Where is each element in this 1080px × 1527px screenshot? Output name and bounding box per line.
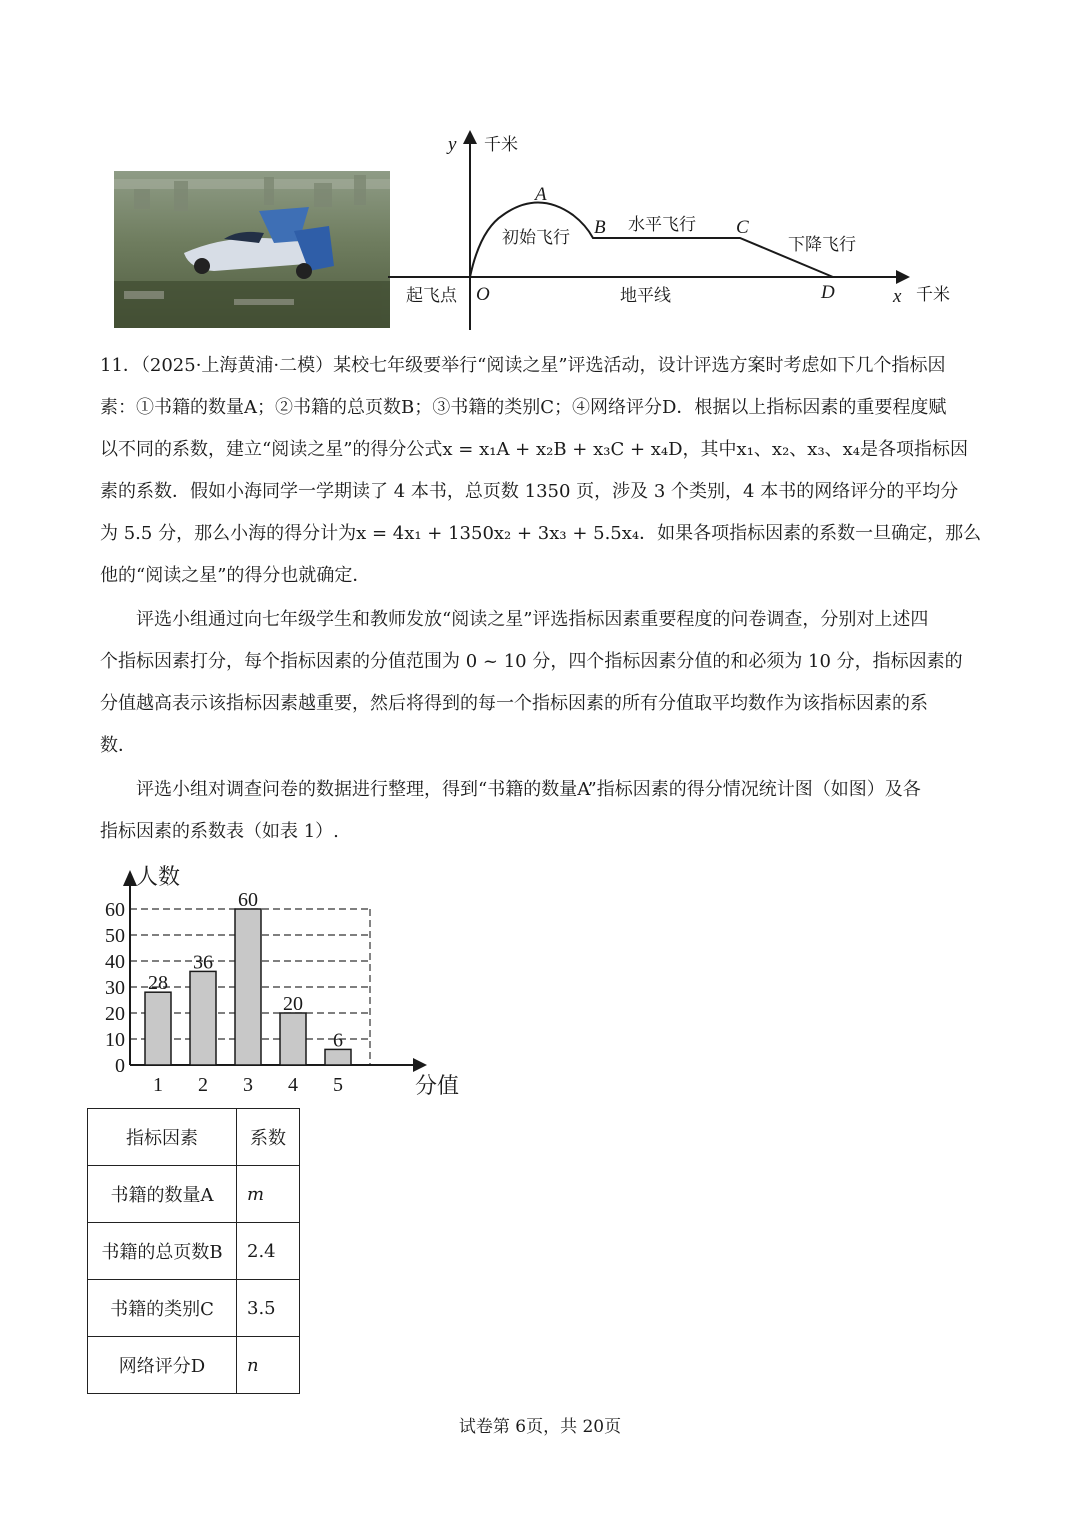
table-cell-coefficient: 3.5 [237, 1280, 300, 1337]
x-tick-label: 4 [288, 1074, 298, 1096]
point-d-label: D [821, 282, 835, 303]
descent-flight-label: 下降飞行 [788, 235, 856, 255]
initial-flight-label: 初始飞行 [502, 228, 570, 248]
y-axis-arrow [463, 130, 477, 144]
para2-line-1: 评选小组通过向七年级学生和教师发放“阅读之星”评选指标因素重要程度的问卷调查，分别对上述四 [136, 609, 929, 630]
table-row [88, 1337, 300, 1394]
bar-value-label: 36 [193, 951, 213, 974]
problem-line-4: 素的系数．假如小海同学一学期读了 4 本书，总页数 1350 页，涉及 3 个类别，4 本书的网络评分的平均分 [100, 481, 959, 502]
y-tick-label: 60 [105, 899, 125, 921]
para3-line-2: 指标因素的系数表（如表 1）. [100, 821, 339, 842]
point-a-label: A [535, 184, 547, 205]
problem-line-3: 以不同的系数，建立“阅读之星”的得分公式x = x₁A + x₂B + x₃C + x₄D，其中x₁、x₂、x₃、x₄是各项指标因 [100, 439, 969, 460]
level-flight-label: 水平飞行 [628, 215, 696, 235]
problem-line-6: 他的“阅读之星”的得分也就确定． [100, 565, 371, 586]
takeoff-point-label: 起飞点 [406, 286, 457, 306]
bar-value-label: 6 [333, 1029, 343, 1052]
para2-line-3: 分值越高表示该指标因素越重要，然后将得到的每一个指标因素的所有分值取平均数作为该指标因素的系 [100, 693, 928, 714]
bar [190, 971, 216, 1065]
table-cell-coefficient: 2.4 [237, 1223, 300, 1280]
y-tick-label: 50 [105, 925, 125, 947]
table-header-row [88, 1109, 300, 1166]
table-row [88, 1166, 300, 1223]
problem-line-1: 11．（2025·上海黄浦·二模）某校七年级要举行“阅读之星”评选活动，设计评选方案时考虑如下几个指标因 [100, 355, 946, 376]
table-cell-factor: 网络评分D [88, 1337, 237, 1394]
bar-value-label: 28 [148, 972, 168, 995]
x-axis-label: 分值 [415, 1074, 460, 1099]
page-footer: 试卷第 6页，共 20页 [458, 1417, 622, 1437]
para2-line-2: 个指标因素打分，每个指标因素的分值范围为 0 ~ 10 分，四个指标因素分值的和必须为 10 分，指标因素的 [100, 651, 963, 672]
y-tick-label: 30 [105, 977, 125, 999]
flying-car-photo [114, 171, 390, 328]
y-axis-label: 人数 [136, 865, 181, 890]
para2-line-4: 数． [100, 735, 136, 756]
bar [325, 1049, 351, 1065]
x-tick-label: 2 [198, 1074, 208, 1096]
x-tick-label: 1 [153, 1074, 163, 1096]
x-axis-unit: 千米 [916, 285, 950, 305]
table-cell-coefficient: m [237, 1166, 300, 1223]
y-axis-letter: y [448, 134, 457, 155]
table-row [88, 1223, 300, 1280]
ground-line-label: 地平线 [620, 286, 671, 306]
table-cell-coefficient: n [237, 1337, 300, 1394]
x-tick-label: 5 [333, 1074, 343, 1096]
point-b-label: B [594, 217, 606, 238]
x-axis-arrow [413, 1058, 427, 1072]
table-header-factor: 指标因素 [88, 1109, 237, 1166]
bar-value-label: 20 [283, 993, 303, 1015]
y-axis-arrow [123, 870, 137, 886]
table-cell-factor: 书籍的总页数B [88, 1223, 237, 1280]
problem-paragraph-2 [100, 599, 982, 767]
problem-paragraph-1 [100, 345, 982, 597]
table-header-coefficient: 系数 [237, 1109, 300, 1166]
point-c-label: C [736, 217, 749, 238]
origin-label: O [476, 284, 490, 305]
bar-value-label: 60 [238, 889, 258, 911]
y-tick-label: 0 [115, 1055, 125, 1077]
para3-line-1: 评选小组对调查问卷的数据进行整理，得到“书籍的数量A”指标因素的得分情况统计图（如图）及各 [136, 779, 921, 800]
x-tick-label: 3 [243, 1074, 253, 1096]
problem-line-2: 素：①书籍的数量A；②书籍的总页数B；③书籍的类别C；④网络评分D．根据以上指标因素的重要程度赋 [100, 397, 947, 418]
table-row [88, 1280, 300, 1337]
y-tick-label: 10 [105, 1029, 125, 1051]
x-axis-arrow [896, 270, 910, 284]
coefficient-table [87, 1108, 300, 1394]
y-tick-label: 40 [105, 951, 125, 973]
problem-paragraph-3 [100, 769, 982, 853]
table-cell-factor: 书籍的数量A [88, 1166, 237, 1223]
y-tick-label: 20 [105, 1003, 125, 1025]
bar [235, 909, 261, 1065]
score-bar-chart [100, 860, 460, 1100]
problem-line-5: 为 5.5 分，那么小海的得分计为x = 4x₁ + 1350x₂ + 3x₃ + 5.5x₄．如果各项指标因素的系数一旦确定，那么 [100, 523, 982, 544]
x-axis-letter: x [893, 286, 902, 307]
bar [145, 992, 171, 1065]
table-cell-factor: 书籍的类别C [88, 1280, 237, 1337]
y-axis-unit: 千米 [484, 135, 518, 155]
flight-path-graph [388, 120, 968, 340]
bar [280, 1013, 306, 1065]
